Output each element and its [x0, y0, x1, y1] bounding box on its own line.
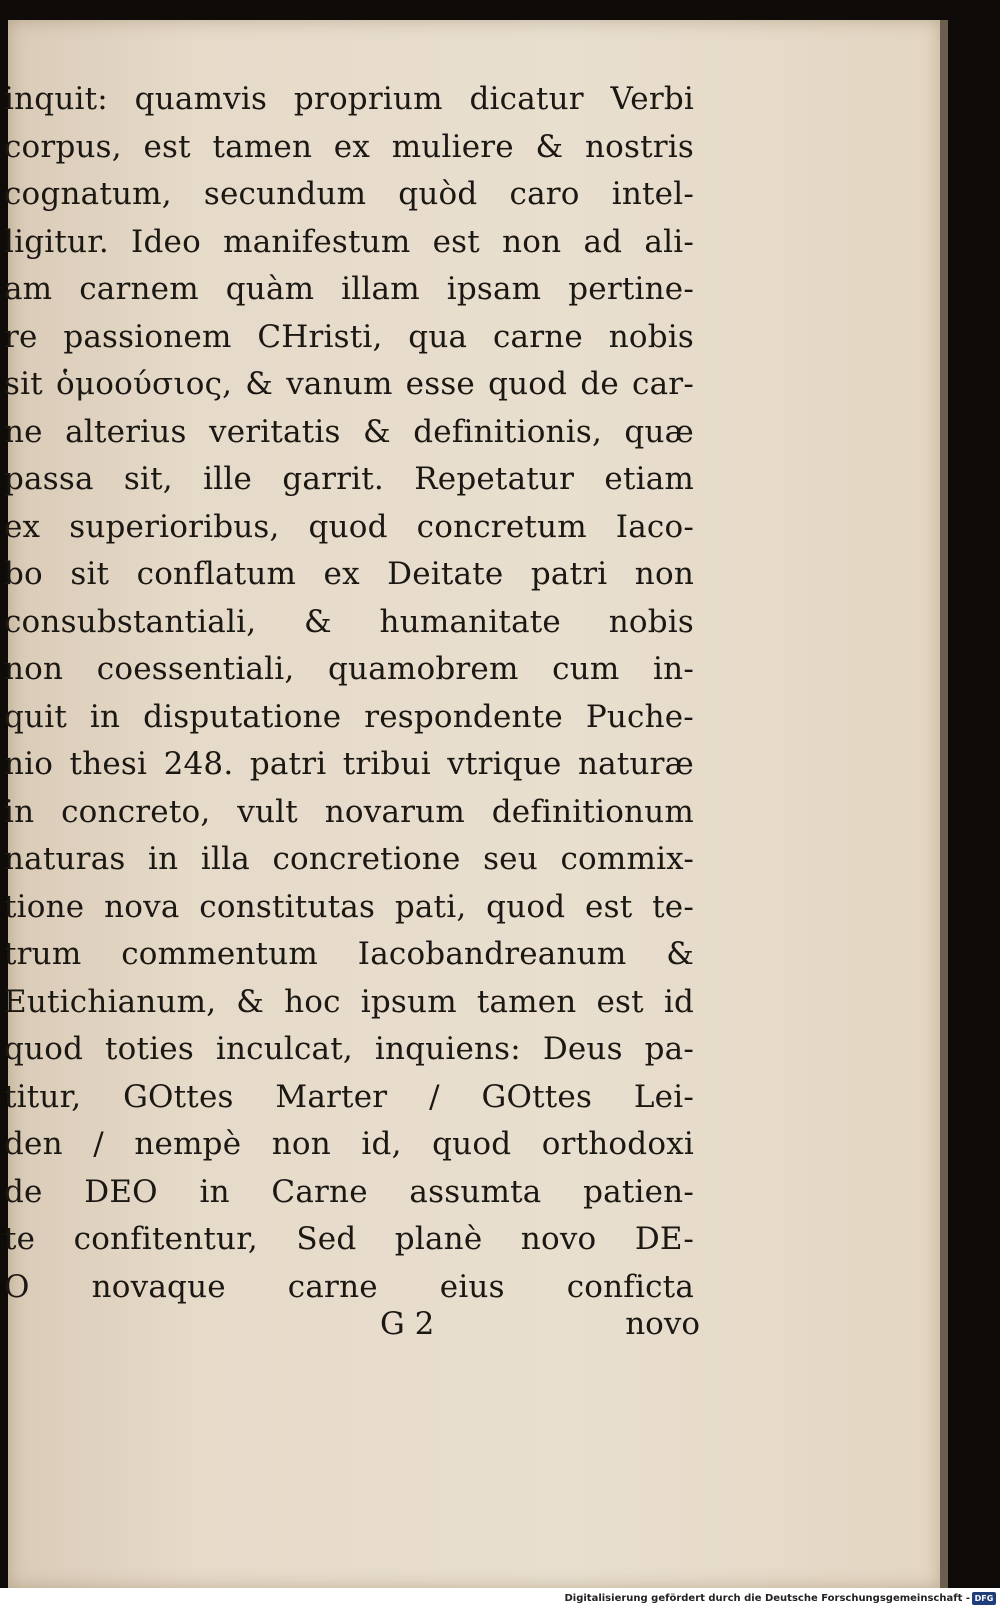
text-line: den / nempè non id, quod orthodoxi: [4, 1126, 694, 1162]
page-text: [4, 76, 694, 1311]
dfg-logo-text: DFG: [974, 1594, 994, 1603]
text-line: cognatum, secundum quòd caro intel-: [4, 176, 694, 212]
text-line: Eutichianum, & hoc ipsum tamen est id: [4, 983, 694, 1020]
text-line: corpus, est tamen ex muliere & nostris: [4, 128, 694, 165]
text-line: naturas in illa concretione seu commix-: [4, 841, 694, 877]
text-line: ex superioribus, quod concretum Iaco-: [4, 508, 694, 545]
text-line: quod toties inculcat, inquiens: Deus pa-: [4, 1031, 694, 1067]
text-line: de DEO in Carne assumta patien-: [4, 1173, 694, 1210]
page-footer-line: [380, 1306, 700, 1356]
text-line: nio thesi 248. patri tribui vtrique naturæ: [4, 746, 694, 782]
text-line: sit ὁμοούσιος, & vanum esse quod de car-: [4, 366, 694, 402]
text-line: non coessentiali, quamobrem cum in-: [4, 651, 694, 687]
text-line: in concreto, vult novarum definitionum: [4, 793, 694, 830]
text-line: ligitur. Ideo manifestum est non ad ali-: [4, 223, 694, 260]
text-line: consubstantiali, & humanitate nobis: [4, 603, 694, 640]
text-line: quit in disputatione respondente Puche-: [4, 698, 694, 735]
text-line: te confitentur, Sed planè novo DE-: [4, 1221, 694, 1257]
text-line: passa sit, ille garrit. Repetatur etiam: [4, 461, 694, 497]
text-line: bo sit conflatum ex Deitate patri non: [4, 556, 694, 592]
signature-mark: G 2: [380, 1306, 435, 1342]
text-line: ne alterius veritatis & definitionis, quæ: [4, 413, 694, 450]
page-edge: [940, 20, 948, 1588]
text-line: inquit: quamvis proprium dicatur Verbi: [4, 81, 694, 117]
text-line: trum commentum Iacobandreanum &: [4, 936, 694, 972]
text-line: re passionem CHristi, qua carne nobis: [4, 318, 694, 355]
text-line: O novaque carne eius conficta: [4, 1268, 694, 1305]
dfg-logo: [972, 1592, 996, 1605]
catchword: novo: [625, 1306, 700, 1342]
text-line: am carnem quàm illam ipsam pertine-: [4, 271, 694, 307]
text-line: tione nova constitutas pati, quod est te-: [4, 888, 694, 925]
digitization-credit: Digitalisierung gefördert durch die Deutsche Forschungsgemeinschaft -: [564, 1593, 970, 1604]
text-line: titur, GOttes Marter / GOttes Lei-: [4, 1078, 694, 1115]
